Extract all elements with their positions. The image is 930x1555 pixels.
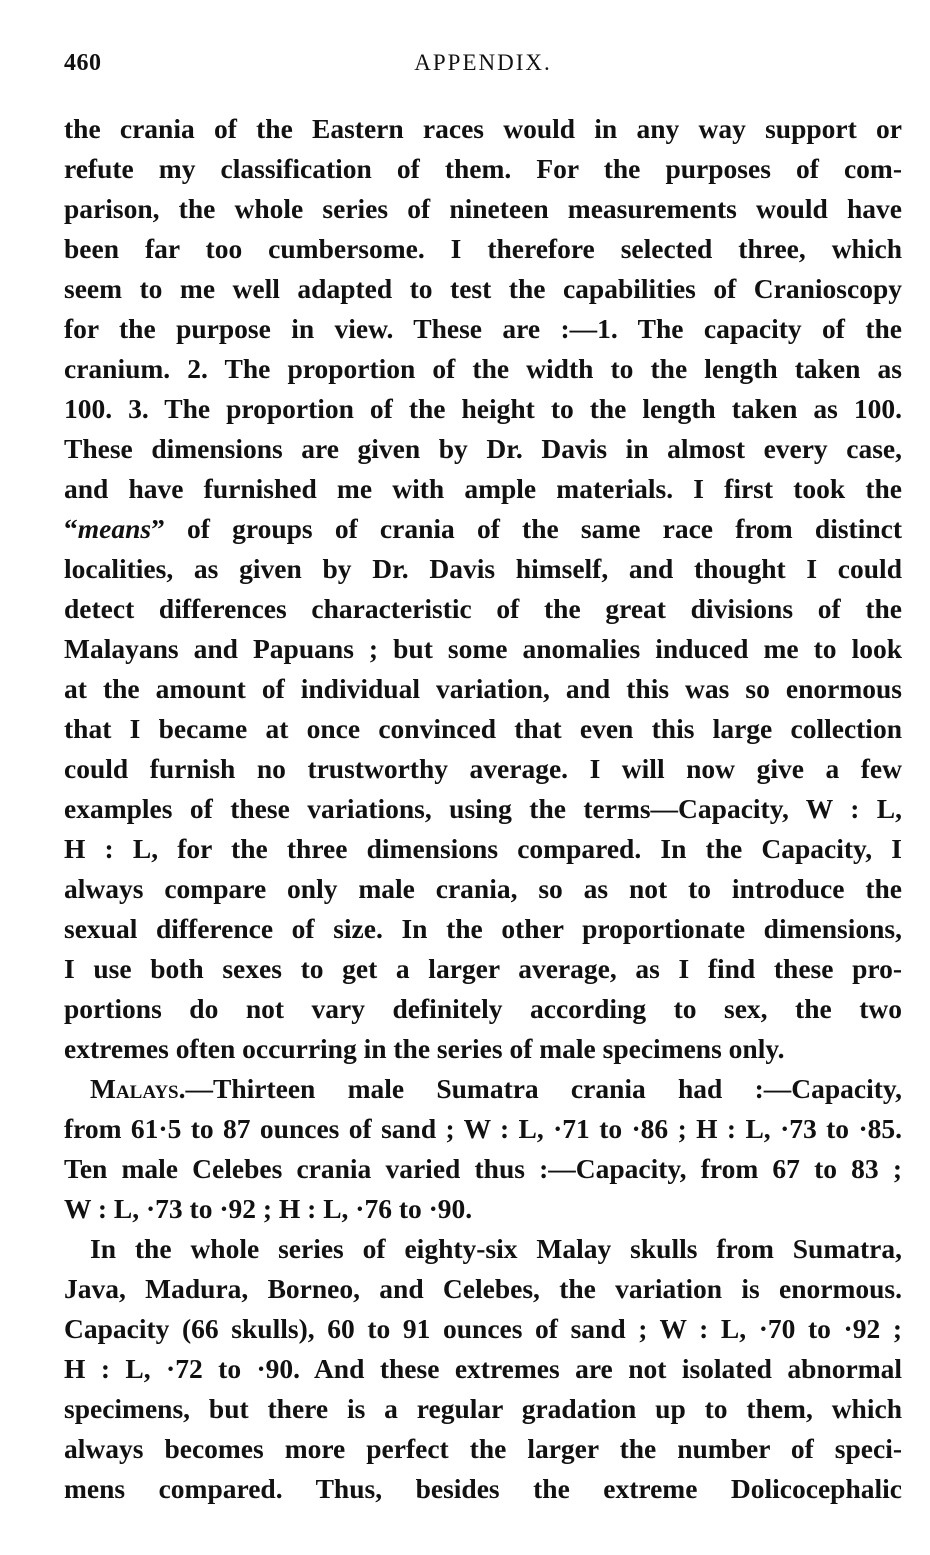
text-line: portions do not vary definitely according to sex, the two bbox=[64, 993, 902, 1024]
text-line: H : L, ·72 to ·90. And these extremes are not isolated abnormal bbox=[64, 1353, 902, 1384]
text-line: specimens, but there is a regular gradation up to them, which bbox=[64, 1393, 902, 1424]
body-text bbox=[64, 109, 902, 1509]
page-number: 460 bbox=[64, 50, 102, 76]
text-line: that I became at once convinced that even this large collection bbox=[64, 713, 902, 744]
text-line: These dimensions are given by Dr. Davis in almost every case, bbox=[64, 433, 902, 464]
text-line: seem to me well adapted to test the capabilities of Cranioscopy bbox=[64, 273, 902, 304]
text-line: mens compared. Thus, besides the extreme Dolicocephalic bbox=[64, 1473, 902, 1504]
text-line: H : L, for the three dimensions compared. In the Capacity, I bbox=[64, 833, 902, 864]
text-line: at the amount of individual variation, and this was so enormous bbox=[64, 673, 902, 704]
text-line: always becomes more perfect the larger the number of speci- bbox=[64, 1433, 902, 1464]
text-line: detect differences characteristic of the great divisions of the bbox=[64, 593, 902, 624]
text-line: extremes often occurring in the series of male specimens only. bbox=[64, 1033, 785, 1064]
text-line-rest: —Thirteen male Sumatra crania had :—Capacity, bbox=[185, 1073, 902, 1104]
text-line: and have furnished me with ample materials. I first took the bbox=[64, 473, 902, 504]
text-line: 100. 3. The proportion of the height to the length taken as 100. bbox=[64, 393, 902, 424]
section-lead: Malays. bbox=[90, 1073, 186, 1104]
running-head bbox=[64, 50, 902, 82]
italic-word: means bbox=[77, 513, 152, 544]
text-line: I use both sexes to get a larger average, as I find these pro- bbox=[64, 953, 902, 984]
text-line: could furnish no trustworthy average. I will now give a few bbox=[64, 753, 902, 784]
text-line: Capacity (66 skulls), 60 to 91 ounces of sand ; W : L, ·70 to ·92 ; bbox=[64, 1313, 902, 1344]
text-line: refute my classification of them. For the purposes of com- bbox=[64, 153, 902, 184]
text-line: from 61·5 to 87 ounces of sand ; W : L, ·71 to ·86 ; H : L, ·73 to ·85. bbox=[64, 1113, 902, 1144]
text-line: always compare only male crania, so as not to introduce the bbox=[64, 873, 902, 904]
text-line: been far too cumbersome. I therefore selected three, which bbox=[64, 233, 902, 264]
text-line: cranium. 2. The proportion of the width to the length taken as bbox=[64, 353, 902, 384]
text-line: localities, as given by Dr. Davis himself, and thought I could bbox=[64, 553, 902, 584]
text-line: parison, the whole series of nineteen measurements would have bbox=[64, 193, 902, 224]
text-line: Malayans and Papuans ; but some anomalies induced me to look bbox=[64, 633, 902, 664]
text-line: for the purpose in view. These are :—1. The capacity of the bbox=[64, 313, 902, 344]
paragraph-malays bbox=[64, 1069, 902, 1229]
paragraph bbox=[64, 109, 902, 1069]
text-line: Java, Madura, Borneo, and Celebes, the variation is enormous. bbox=[64, 1273, 902, 1304]
text-line: the crania of the Eastern races would in any way support or bbox=[64, 113, 902, 144]
text-line: Ten male Celebes crania varied thus :—Capacity, from 67 to 83 ; bbox=[64, 1153, 902, 1184]
running-title: APPENDIX. bbox=[414, 50, 552, 75]
text-line: examples of these variations, using the terms—Capacity, W : L, bbox=[64, 793, 902, 824]
text-line: In the whole series of eighty-six Malay skulls from Sumatra, bbox=[90, 1233, 902, 1264]
text-line: “means” of groups of crania of the same race from distinct bbox=[64, 513, 902, 544]
text-line bbox=[64, 1069, 902, 1109]
text-line: W : L, ·73 to ·92 ; H : L, ·76 to ·90. bbox=[64, 1193, 473, 1224]
text-line: sexual difference of size. In the other proportionate dimensions, bbox=[64, 913, 902, 944]
paragraph bbox=[64, 1229, 902, 1509]
